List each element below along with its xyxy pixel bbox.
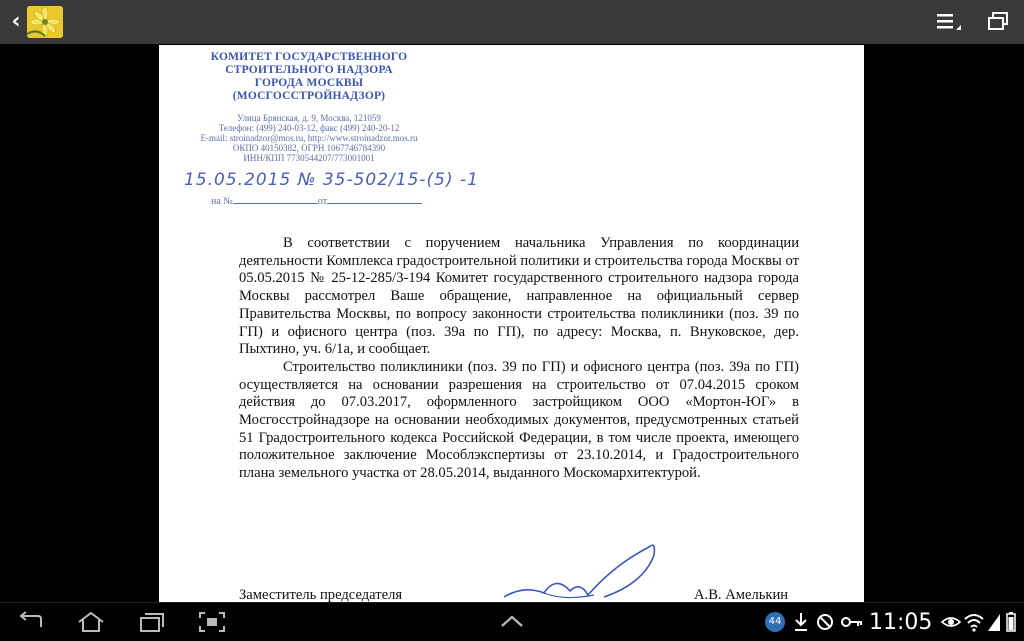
menu-icon[interactable] — [935, 10, 963, 34]
clock: 11:05 — [869, 610, 933, 635]
contact-line: ОКПО 40150382, ОГРН 1067746784390 — [232, 143, 386, 153]
handwritten-signature — [484, 535, 674, 602]
reference-line — [211, 196, 422, 207]
chevron-up-icon[interactable] — [498, 611, 526, 633]
contact-line: ИНН/КПП 7730544207/773001001 — [243, 153, 375, 163]
paragraph: Строительство поликлиники (поз. 39 по ГП) и офисного центра (поз. 39а по ГП) осуществляется на основании разрешения на строительство от 07.04.2015 сроком действия до 07.03.2017, оформленного застройщиком ООО «Мортон-ЮГ» в Мосгосстройнадзоре на основании необходимых документов, предусмотренных статьей 51 Градостроительного кодекса Российской Федерации, в том числе проекта, имеющего положительное заключение Мособлэкспертизы от 23.10.2014, и Градостроительного плана земельного участка от 28.05.2014, выданного Москомархитектурой. — [239, 358, 799, 482]
ref-label-ot: от — [317, 196, 328, 207]
multi-window-icon[interactable] — [986, 10, 1012, 34]
notification-count-badge[interactable]: 44 — [765, 612, 785, 632]
back-icon[interactable]: ‹ — [11, 9, 21, 34]
org-name-line: СТРОИТЕЛЬНОГО НАДЗОРА — [225, 64, 393, 76]
letter-body — [239, 235, 799, 483]
app-flower-icon[interactable] — [27, 6, 63, 38]
system-bar — [0, 602, 1024, 641]
blocked-icon — [815, 611, 835, 633]
org-name-line: ГОРОДА МОСКВЫ — [254, 77, 364, 89]
key-icon — [840, 611, 864, 633]
contact-line: Телефон: (499) 240-03-12, факс (499) 240-20-12 — [218, 123, 400, 133]
recent-apps-icon[interactable] — [135, 611, 167, 633]
document-page — [159, 45, 864, 602]
org-name-line: (МОСГОССТРОЙНАДЗОР) — [232, 90, 386, 102]
handwritten-reference: 15.05.2015 № 35-502/15-(5) -1 — [184, 170, 479, 190]
battery-icon — [1004, 611, 1018, 633]
eye-icon — [940, 611, 962, 633]
contact-block — [194, 113, 424, 163]
org-name-line: КОМИТЕТ ГОСУДАРСТВЕННОГО — [210, 51, 408, 63]
contact-line: Улица Брянская, д. 9, Москва, 121059 — [237, 113, 381, 123]
paragraph: В соответствии с поручением начальника Управления по координации деятельности Комплекса градостроительной политики и строительства города Москвы от 05.05.2015 № 25-12-285/3-194 Комитет государственного строительного надзора города Москвы рассмотрел Ваше обращение, направленное на официальный сервер Правительства Москвы, по вопросу законности строительства поликлиники (поз. 39 по ГП) и офисного центра (поз. 39а по ГП), по адресу: Москва, п. Внуковское, дер. Пыхтино, уч. 6/1а, и сообщает. — [239, 235, 799, 358]
ref-label-na: на № — [211, 196, 233, 207]
contact-line: E-mail: stroinadzor@mos.ru, http://www.stroinadzor.mos.ru — [200, 133, 418, 143]
signal-icon — [987, 611, 1001, 633]
top-action-bar — [0, 0, 1024, 44]
wifi-icon — [963, 611, 985, 633]
signature-role: Заместитель председателя — [239, 587, 403, 602]
screenshot-icon[interactable] — [197, 611, 227, 633]
signature-name: А.В. Амелькин — [694, 587, 789, 602]
download-icon — [793, 611, 809, 633]
home-icon[interactable] — [75, 611, 107, 633]
back-nav-icon[interactable] — [15, 611, 47, 633]
letterhead — [194, 51, 424, 163]
